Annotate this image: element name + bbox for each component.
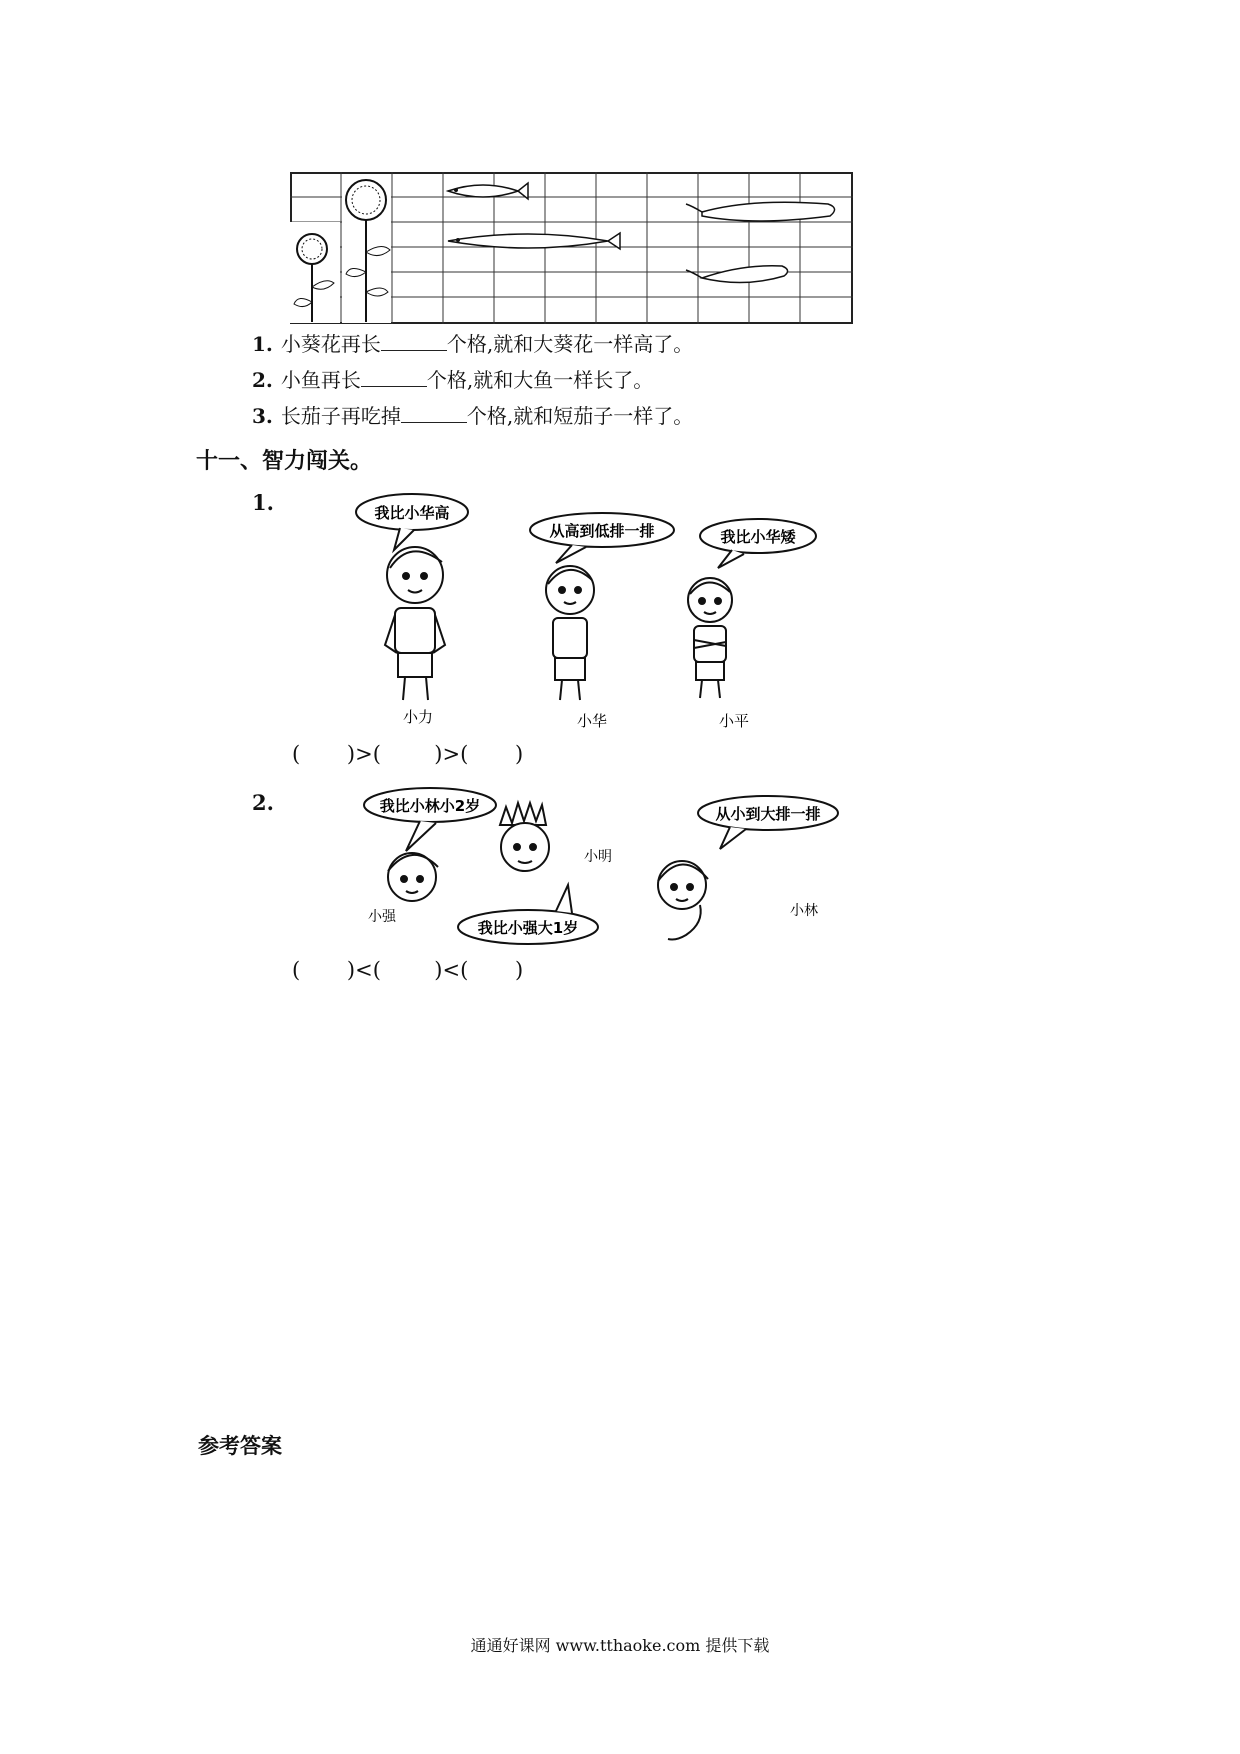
answer-blank[interactable]: [361, 368, 427, 387]
child-xiaolin-head: [658, 861, 708, 940]
bubble-text: 我比小华高: [374, 504, 450, 522]
small-sunflower-icon: [290, 222, 340, 323]
bubble-text: 我比小华矮: [720, 528, 796, 546]
section-title: 十一、智力闯关。: [196, 448, 373, 474]
child-xiaohua-figure: [546, 566, 594, 700]
short-eggplant-icon: [686, 266, 788, 283]
puzzle-2-number: 2.: [252, 790, 274, 815]
grid-question-3: 3. 长茄子再吃掉 个格,就和短茄子一样了。: [252, 404, 694, 428]
puzzle-2-answer-line[interactable]: ( )<( )<( ): [292, 958, 524, 982]
child-name: 小林: [790, 903, 818, 919]
comparison-grid-figure: [290, 172, 853, 324]
bubble-text: 从高到低排一排: [549, 522, 655, 540]
puzzle-2-figure: [360, 785, 880, 955]
puzzle-1-number: 1.: [252, 490, 274, 515]
puzzle-1-answer-line[interactable]: ( )>( )>( ): [292, 742, 524, 766]
answer-blank[interactable]: [381, 332, 447, 351]
answers-title: 参考答案: [198, 1433, 282, 1458]
bubble-text: 我比小林小2岁: [379, 797, 481, 815]
answer-blank[interactable]: [401, 404, 467, 423]
child-xiaoli-figure: [385, 547, 445, 700]
child-xiaoping-figure: [688, 578, 732, 698]
grid-question-1: 1. 小葵花再长 个格,就和大葵花一样高了。: [252, 332, 694, 356]
footer-text: 通通好课网 www.tthaoke.com 提供下载: [470, 1636, 770, 1655]
child-name: 小明: [584, 849, 612, 865]
child-name: 小华: [576, 712, 608, 730]
child-name: 小强: [368, 909, 396, 925]
long-eggplant-icon: [686, 202, 835, 221]
big-sunflower-icon: [342, 174, 391, 323]
child-xiaoqiang-head: [388, 853, 438, 901]
grid-question-2: 2. 小鱼再长 个格,就和大鱼一样长了。: [252, 368, 654, 392]
bubble-text: 我比小强大1岁: [477, 919, 579, 937]
child-xiaoming-head: [500, 803, 549, 871]
puzzle-1-figure: [340, 490, 880, 740]
child-name: 小平: [718, 712, 750, 730]
bubble-text: 从小到大排一排: [715, 805, 821, 823]
child-name: 小力: [402, 708, 434, 726]
